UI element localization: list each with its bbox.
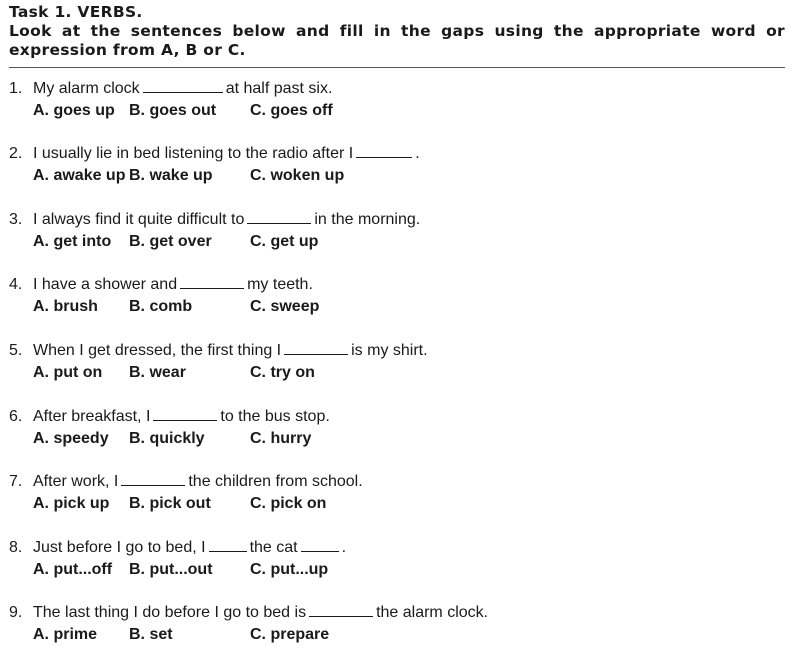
question-item bbox=[9, 209, 785, 253]
question-item bbox=[9, 406, 785, 450]
answer-blank[interactable] bbox=[247, 209, 311, 224]
option-b[interactable]: B. set bbox=[129, 626, 173, 643]
sentence-text: the children from school. bbox=[188, 473, 363, 490]
answer-options bbox=[9, 362, 785, 384]
question-sentence bbox=[9, 602, 785, 624]
question-sentence bbox=[9, 340, 785, 362]
question-sentence bbox=[9, 209, 785, 231]
answer-options bbox=[9, 100, 785, 122]
question-sentence bbox=[9, 471, 785, 493]
answer-blank[interactable] bbox=[309, 602, 373, 617]
option-a[interactable]: A. speedy bbox=[33, 430, 109, 447]
question-item bbox=[9, 274, 785, 318]
option-b[interactable]: B. goes out bbox=[129, 102, 217, 119]
question-sentence bbox=[9, 406, 785, 428]
question-number: 7. bbox=[9, 473, 23, 490]
sentence-text: the cat bbox=[249, 539, 298, 556]
answer-blank[interactable] bbox=[209, 537, 247, 552]
option-b[interactable]: B. get over bbox=[129, 233, 212, 250]
sentence-text: I have a shower and bbox=[33, 276, 178, 293]
option-a[interactable]: A. put on bbox=[33, 364, 103, 381]
option-c[interactable]: C. prepare bbox=[250, 626, 330, 643]
sentence-text: I usually lie in bed listening to the radio after I bbox=[33, 145, 354, 162]
option-c[interactable]: C. pick on bbox=[250, 495, 327, 512]
answer-options bbox=[9, 296, 785, 318]
question-number: 3. bbox=[9, 211, 23, 228]
option-b[interactable]: B. quickly bbox=[129, 430, 205, 447]
option-c[interactable]: C. try on bbox=[250, 364, 315, 381]
answer-options bbox=[9, 165, 785, 187]
sentence-text: After breakfast, I bbox=[33, 408, 151, 425]
sentence-text: . bbox=[415, 145, 420, 162]
sentence-text: I always find it quite difficult to bbox=[33, 211, 245, 228]
question-item bbox=[9, 78, 785, 122]
question-item bbox=[9, 471, 785, 515]
answer-blank[interactable] bbox=[301, 537, 339, 552]
option-a[interactable]: A. goes up bbox=[33, 102, 115, 119]
answer-options bbox=[9, 231, 785, 253]
answer-blank[interactable] bbox=[153, 406, 217, 421]
sentence-text: The last thing I do before I go to bed is bbox=[33, 604, 307, 621]
task-instructions: Look at the sentences below and fill in the gaps using the appropriate word or expression from A, B or C. bbox=[9, 22, 785, 59]
answer-options bbox=[9, 559, 785, 581]
question-item bbox=[9, 143, 785, 187]
question-sentence bbox=[9, 143, 785, 165]
sentence-text: When I get dressed, the first thing I bbox=[33, 342, 282, 359]
option-c[interactable]: C. hurry bbox=[250, 430, 312, 447]
option-c[interactable]: C. sweep bbox=[250, 298, 320, 315]
answer-blank[interactable] bbox=[356, 143, 412, 158]
question-sentence bbox=[9, 537, 785, 559]
option-a[interactable]: A. prime bbox=[33, 626, 98, 643]
question-number: 6. bbox=[9, 408, 23, 425]
answer-options bbox=[9, 624, 785, 646]
sentence-text: in the morning. bbox=[314, 211, 421, 228]
question-sentence bbox=[9, 78, 785, 100]
option-b[interactable]: B. wake up bbox=[129, 167, 213, 184]
option-a[interactable]: A. pick up bbox=[33, 495, 110, 512]
answer-options bbox=[9, 428, 785, 450]
task-header bbox=[9, 3, 785, 60]
question-sentence bbox=[9, 274, 785, 296]
sentence-text: my teeth. bbox=[247, 276, 313, 293]
task-title: Task 1. VERBS. bbox=[9, 3, 143, 21]
option-c[interactable]: C. get up bbox=[250, 233, 319, 250]
question-number: 1. bbox=[9, 80, 23, 97]
answer-options bbox=[9, 493, 785, 515]
option-b[interactable]: B. wear bbox=[129, 364, 186, 381]
answer-blank[interactable] bbox=[121, 471, 185, 486]
answer-blank[interactable] bbox=[180, 274, 244, 289]
option-c[interactable]: C. goes off bbox=[250, 102, 333, 119]
option-b[interactable]: B. pick out bbox=[129, 495, 211, 512]
question-number: 4. bbox=[9, 276, 23, 293]
option-c[interactable]: C. woken up bbox=[250, 167, 345, 184]
header-divider bbox=[9, 67, 785, 68]
sentence-text: After work, I bbox=[33, 473, 119, 490]
question-item bbox=[9, 537, 785, 581]
question-number: 8. bbox=[9, 539, 23, 556]
option-a[interactable]: A. awake up bbox=[33, 167, 126, 184]
sentence-text: at half past six. bbox=[225, 80, 333, 97]
sentence-text: . bbox=[341, 539, 347, 556]
option-b[interactable]: B. comb bbox=[129, 298, 193, 315]
sentence-text: the alarm clock. bbox=[376, 604, 489, 621]
answer-blank[interactable] bbox=[284, 340, 348, 355]
sentence-text: My alarm clock bbox=[33, 80, 140, 97]
sentence-text: to the bus stop. bbox=[220, 408, 330, 425]
option-a[interactable]: A. put...off bbox=[33, 561, 113, 578]
sentence-text: Just before I go to bed, I bbox=[33, 539, 206, 556]
question-number: 2. bbox=[9, 145, 23, 162]
option-a[interactable]: A. get into bbox=[33, 233, 112, 250]
option-b[interactable]: B. put...out bbox=[129, 561, 213, 578]
question-item bbox=[9, 602, 785, 646]
option-c[interactable]: C. put...up bbox=[250, 561, 329, 578]
sentence-text: is my shirt. bbox=[351, 342, 428, 359]
option-a[interactable]: A. brush bbox=[33, 298, 98, 315]
question-number: 5. bbox=[9, 342, 23, 359]
answer-blank[interactable] bbox=[143, 78, 223, 93]
question-number: 9. bbox=[9, 604, 23, 621]
question-item bbox=[9, 340, 785, 384]
